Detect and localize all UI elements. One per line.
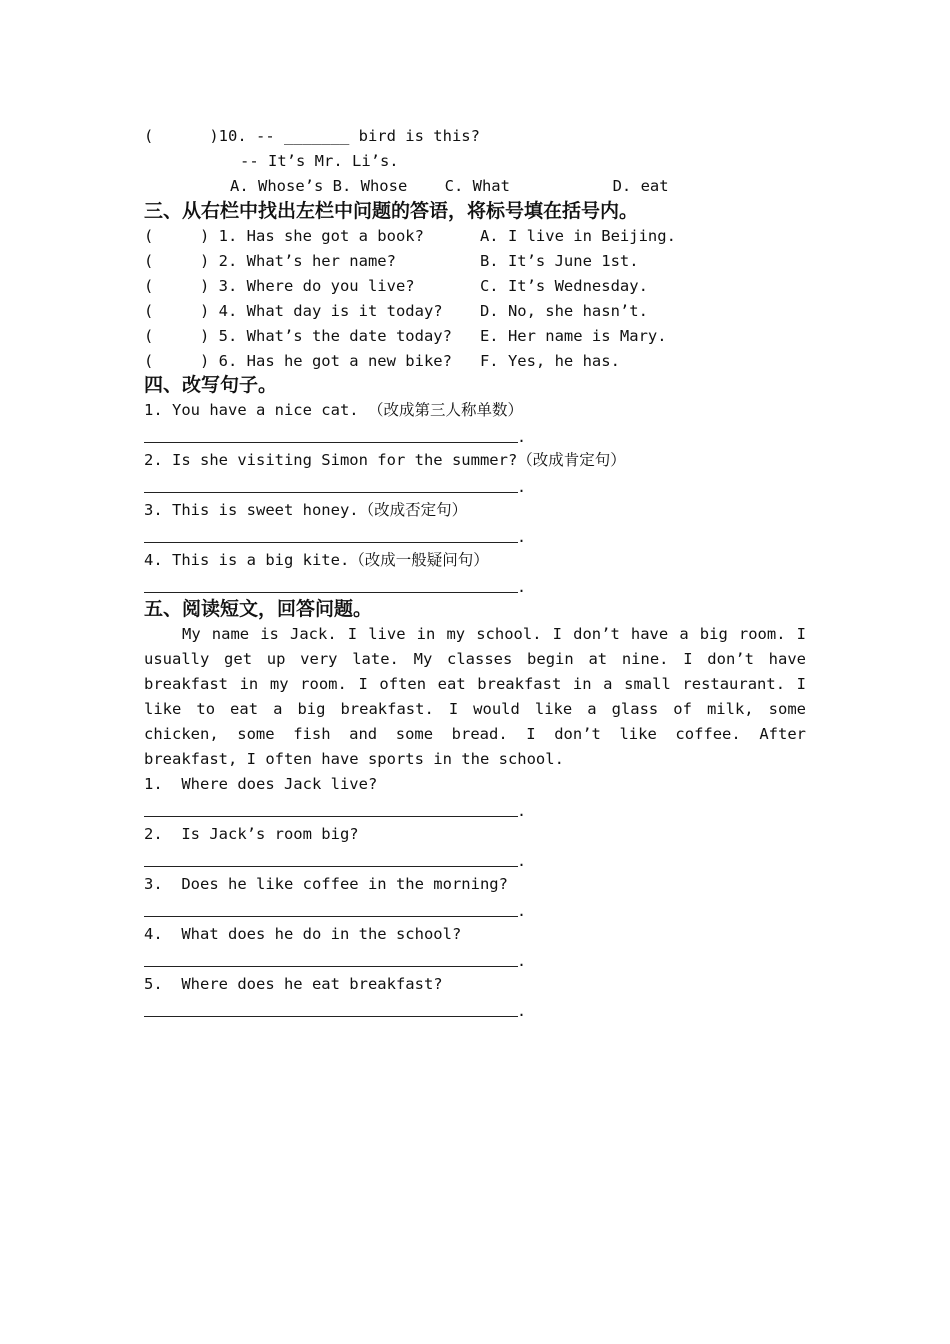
answer-line[interactable] — [144, 916, 518, 917]
question-10: ( )10. -- _______ bird is this? — [144, 127, 480, 145]
rewrite-item: 1. You have a nice cat. （改成第三人称单数） — [144, 401, 523, 419]
match-row: ( ) 6. Has he got a new bike? F. Yes, he has. — [144, 352, 620, 370]
answer-period: . — [517, 852, 527, 870]
answer-period: . — [517, 902, 527, 920]
match-row: ( ) 5. What’s the date today? E. Her name is Mary. — [144, 327, 667, 345]
answer-line[interactable] — [144, 966, 518, 967]
reading-passage-text: My name is Jack. I live in my school. I don’t have a big room. I usually get up very late. My classes begin at nine. I don’t have breakfast in my room. I often eat breakfast in a small restaurant. I like to eat a big breakfast. I would like a glass of milk, some chicken, some fish and some bread. I don’t like coffee. After breakfast, I often have sports in the school. — [144, 625, 806, 768]
answer-period: . — [517, 802, 527, 820]
section-3-heading: 三、从右栏中找出左栏中问题的答语，将标号填在括号内。 — [144, 200, 639, 222]
answer-line[interactable] — [144, 866, 518, 867]
reading-passage — [144, 622, 806, 772]
answer-period: . — [517, 478, 527, 496]
match-row: ( ) 3. Where do you live? C. It’s Wednesday. — [144, 277, 648, 295]
reading-question: 2. Is Jack’s room big? — [144, 825, 359, 843]
answer-line[interactable] — [144, 592, 518, 593]
rewrite-item: 3. This is sweet honey.（改成否定句） — [144, 501, 468, 519]
answer-line[interactable] — [144, 442, 518, 443]
match-row: ( ) 2. What’s her name? B. It’s June 1st. — [144, 252, 639, 270]
answer-line[interactable] — [144, 1016, 518, 1017]
answer-period: . — [517, 428, 527, 446]
rewrite-item: 2. Is she visiting Simon for the summer?（改成肯定句） — [144, 451, 626, 469]
answer-period: . — [517, 528, 527, 546]
answer-line[interactable] — [144, 816, 518, 817]
answer-period: . — [517, 578, 527, 596]
answer-period: . — [517, 1002, 527, 1020]
question-10-options: A. Whose’s B. Whose C. What D. eat — [230, 177, 669, 195]
match-row: ( ) 4. What day is it today? D. No, she hasn’t. — [144, 302, 648, 320]
reading-question: 1. Where does Jack live? — [144, 775, 378, 793]
answer-period: . — [517, 952, 527, 970]
question-10-answer: -- It’s Mr. Li’s. — [240, 152, 399, 170]
reading-question: 4. What does he do in the school? — [144, 925, 462, 943]
rewrite-item: 4. This is a big kite.（改成一般疑问句） — [144, 551, 489, 569]
section-5-heading: 五、阅读短文，回答问题。 — [144, 598, 373, 620]
section-4-heading: 四、改写句子。 — [144, 374, 278, 396]
match-row: ( ) 1. Has she got a book? A. I live in Beijing. — [144, 227, 676, 245]
answer-line[interactable] — [144, 492, 518, 493]
reading-question: 5. Where does he eat breakfast? — [144, 975, 443, 993]
answer-line[interactable] — [144, 542, 518, 543]
reading-question: 3. Does he like coffee in the morning? — [144, 875, 508, 893]
